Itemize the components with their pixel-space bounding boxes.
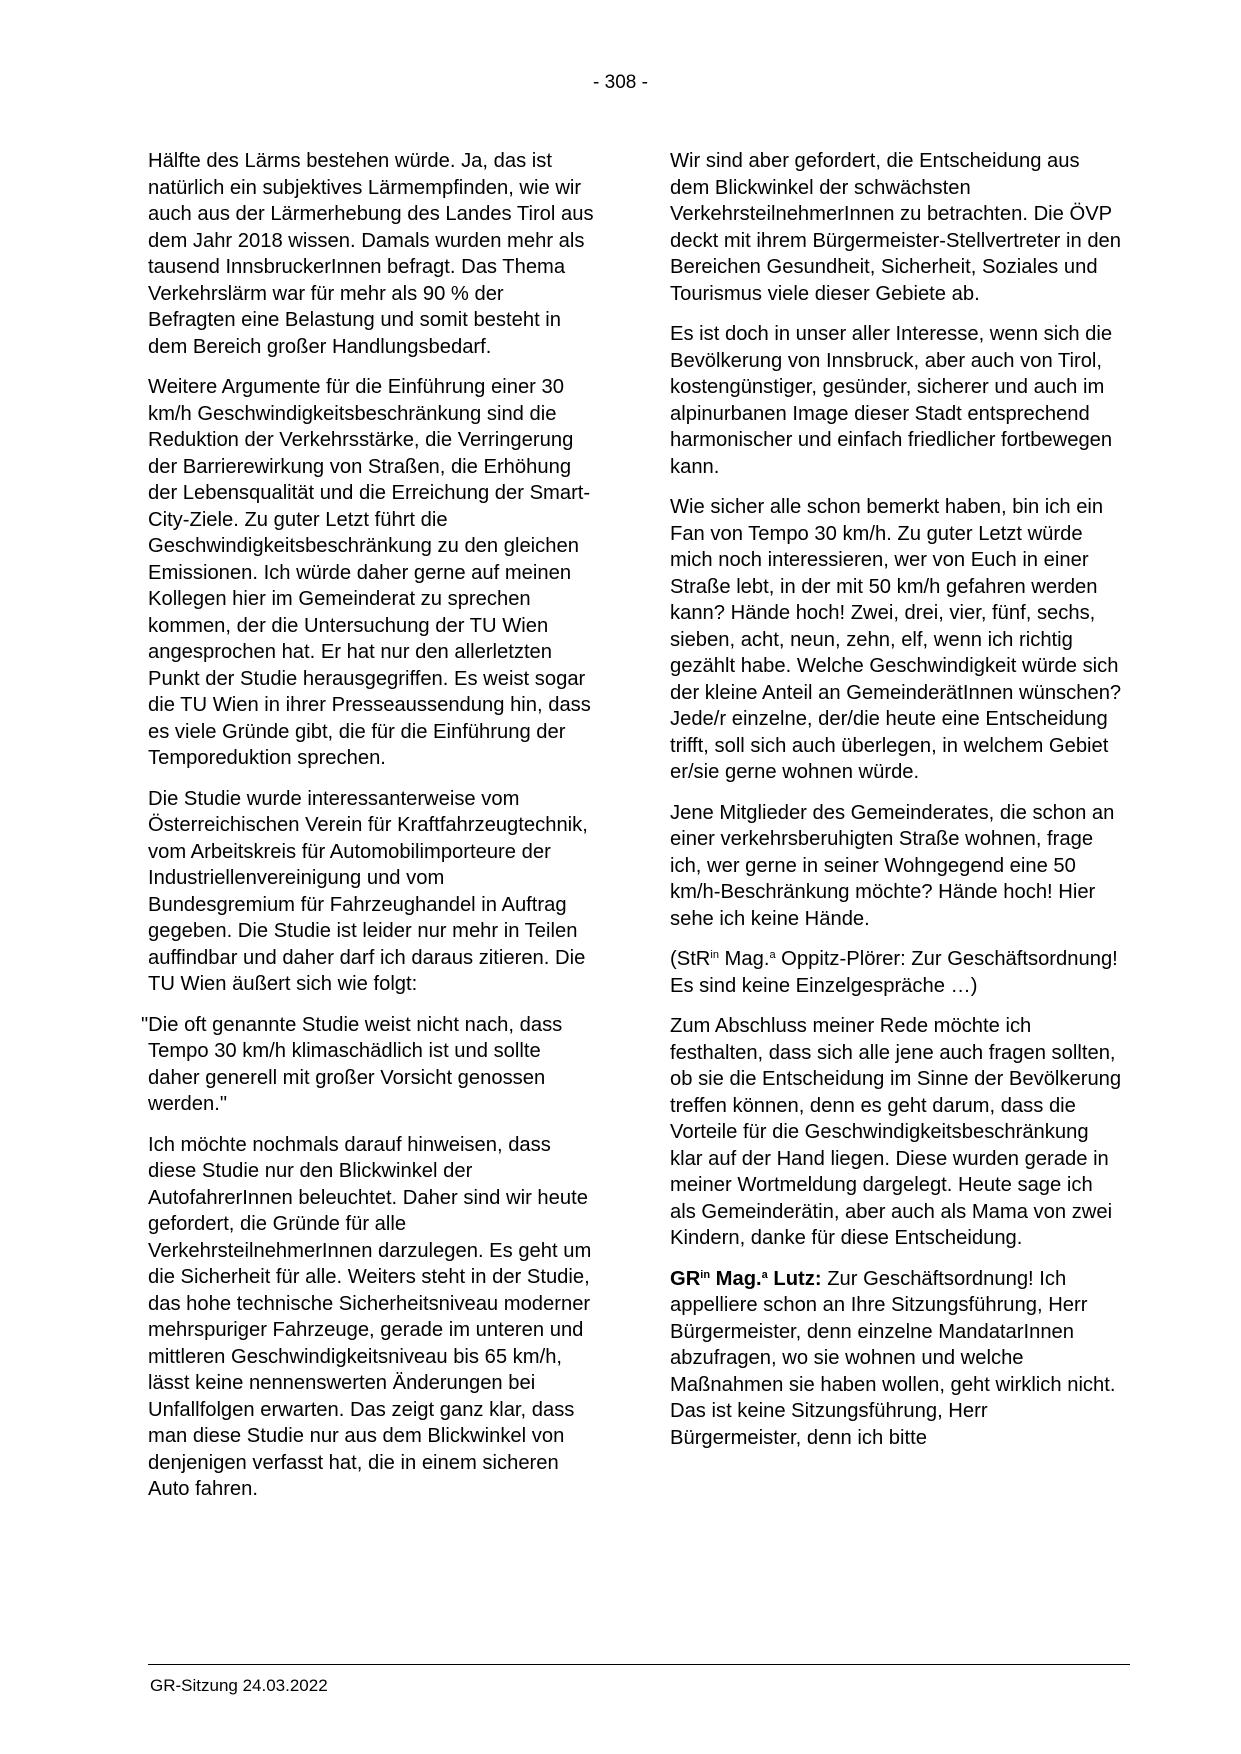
page-number: - 308 -: [593, 72, 648, 93]
speaker-paragraph: $GR^{in}$ Mag.$^a$ Lutz: Zur Geschäftsordnung! Ich appelliere schon an Ihre Sitzungsführung, Herr Bürgermeister, denn einzelne MandatarInnen abzufragen, wo sie wohnen und welche Maßnahmen sie haben wollen, geht wirklich nicht. Das ist keine Sitzungsführung, Herr Bürgermeister, denn ich bitte: [670, 1267, 1116, 1449]
paragraph: Es ist doch in unser aller Interesse, wenn sich die Bevölkerung von Innsbruck, aber auch von Tirol, kostengünstiger, gesünder, sicherer und auch im alpinurbanen Image dieser Stadt entsprechend harmonischer und einfach friedlicher fortbewegen kann.: [670, 323, 1113, 478]
right-column: [670, 148, 1124, 1465]
paragraph: Zum Abschluss meiner Rede möchte ich festhalten, dass sich alle jene auch fragen sollten, ob sie die Entscheidung im Sinne der Bevölkerung treffen können, denn es geht darum, dass die Vorteile für die Geschwindigkeitsbeschränkung klar auf der Hand liegen. Diese wurden gerade in meiner Wortmeldung dargelegt. Heute sage ich als Gemeinderätin, aber auch als Mama von zwei Kindern, danke für diese Entscheidung.: [670, 1015, 1122, 1249]
paragraph: Hälfte des Lärms bestehen würde. Ja, das ist natürlich ein subjektives Lärmempfinden, wie wir auch aus der Lärmerhebung des Landes Tirol aus dem Jahr 2018 wissen. Damals wurden mehr als tausend InnsbruckerInnen befragt. Das Thema Verkehrslärm war für mehr als 90 % der Befragten eine Belastung und somit besteht in dem Bereich großer Handlungsbedarf.: [148, 150, 594, 358]
paragraph: Wir sind aber gefordert, die Entscheidung aus dem Blickwinkel der schwächsten VerkehrsteilnehmerInnen zu betrachten. Die ÖVP deckt mit ihrem Bürgermeister-Stellvertreter in den Bereichen Gesundheit, Sicherheit, Soziales und Tourismus viele dieser Gebiete ab.: [670, 150, 1122, 305]
quotation: "Die oft genannte Studie weist nicht nach, dass Tempo 30 km/h klimaschädlich ist und sollte daher generell mit großer Vorsicht genossen werden.": [141, 1013, 563, 1115]
left-column: [141, 148, 596, 1517]
footer-divider: [148, 1664, 1130, 1665]
paragraph: Jene Mitglieder des Gemeinderates, die schon an einer verkehrsberuhigten Straße wohnen, frage ich, wer gerne in seiner Wohngegend eine 50 km/h-Beschränkung möchte? Hände hoch! Hier sehe ich keine Hände.: [670, 801, 1115, 930]
interjection: (StR$^{in}$ Mag.$^a$ Oppitz-Plörer: Zur Geschäftsordnung! Es sind keine Einzelgespräche …): [670, 948, 1118, 997]
paragraph: Weitere Argumente für die Einführung einer 30 km/h Geschwindigkeitsbeschränkung sind die Reduktion der Verkehrsstärke, die Verringerung der Barrierewirkung von Straßen, die Erhöhung der Lebensqualität und die Erreichung der Smart-City-Ziele. Zu guter Letzt führt die Geschwindigkeitsbeschränkung zu den gleichen Emissionen. Ich würde daher gerne auf meinen Kollegen hier im Gemeinderat zu sprechen kommen, der die Untersuchung der TU Wien angesprochen hat. Er hat nur den allerletzten Punkt der Studie herausgegriffen. Es weist sogar die TU Wien in ihrer Presseaussendung hin, dass es viele Gründe gibt, die für die Einführung der Temporeduktion sprechen.: [148, 376, 591, 769]
paragraph: Ich möchte nochmals darauf hinweisen, dass diese Studie nur den Blickwinkel der AutofahrerInnen beleuchtet. Daher sind wir heute gefordert, die Gründe für alle VerkehrsteilnehmerInnen darzulegen. Es geht um die Sicherheit für alle. Weiters steht in der Studie, das hohe technische Sicherheitsniveau moderner mehrspuriger Fahrzeuge, gerade im unteren und mittleren Geschwindigkeitsniveau bis 65 km/h, lässt keine nennenswerten Änderungen bei Unfallfolgen erwarten. Das zeigt ganz klar, dass man diese Studie nur aus dem Blickwinkel von denjenigen verfasst hat, die in einem sicheren Auto fahren.: [148, 1133, 592, 1500]
footer: GR-Sitzung 24.03.2022: [150, 1676, 328, 1695]
paragraph: Wie sicher alle schon bemerkt haben, bin ich ein Fan von Tempo 30 km/h. Zu guter Letzt würde mich noch interessieren, wer von Euch in einer Straße lebt, in der mit 50 km/h gefahren werden kann? Hände hoch! Zwei, drei, vier, fünf, sechs, sieben, acht, neun, zehn, elf, wenn ich richtig gezählt habe. Welche Geschwindigkeit würde sich der kleine Anteil an GemeinderätInnen wünschen? Jede/r einzelne, der/die heute eine Entscheidung trifft, soll sich auch überlegen, in welchem Gebiet er/sie gerne wohnen würde.: [670, 496, 1122, 783]
speaker-name: $GR^{in}$ Mag.$^a$ Lutz:: [670, 1267, 822, 1290]
paragraph: Die Studie wurde interessanterweise vom Österreichischen Verein für Kraftfahrzeugtechnik, vom Arbeitskreis für Automobilimporteure der Industriellenvereinigung und vom Bundesgremium für Fahrzeughandel in Auftrag gegeben. Die Studie ist leider nur mehr in Teilen auffindbar und daher darf ich daraus zitieren. Die TU Wien äußert sich wie folgt:: [148, 787, 588, 995]
